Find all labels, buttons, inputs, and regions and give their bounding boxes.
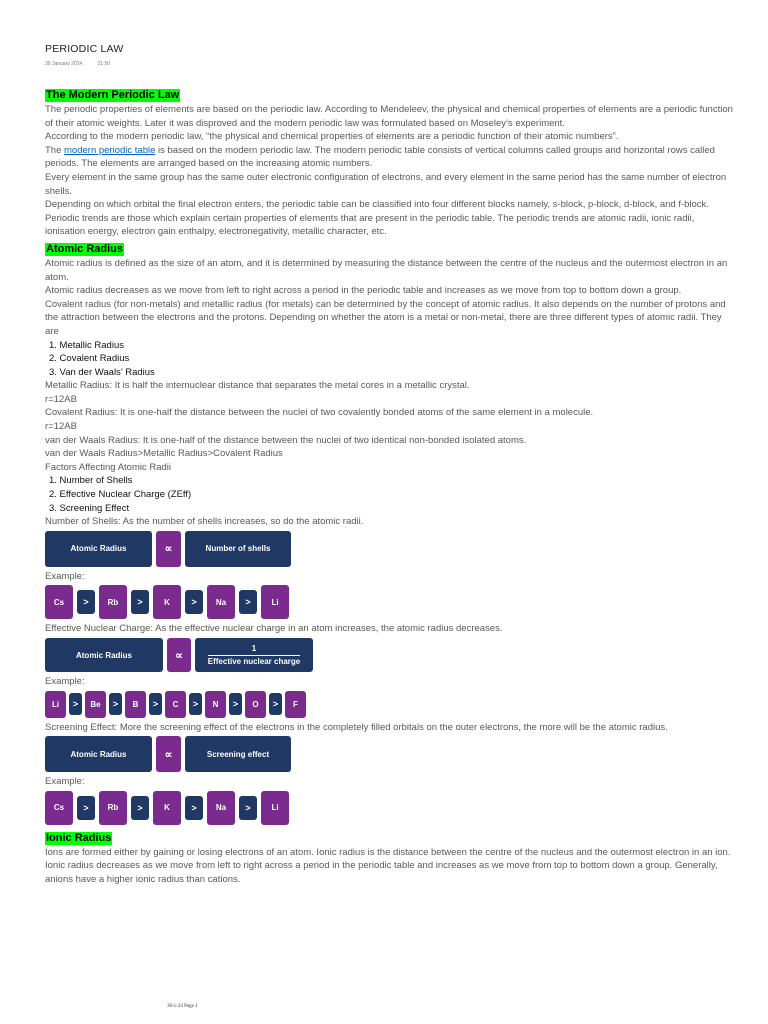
- element-li: Li: [261, 585, 289, 619]
- document-body: [45, 85, 735, 887]
- element-li: Li: [261, 791, 289, 825]
- paragraph: According to the modern periodic law, “the physical and chemical properties of elements are a periodic function of their atomic numbers”.: [45, 131, 619, 143]
- page-meta: [45, 61, 110, 67]
- page-title: PERIODIC LAW: [45, 43, 124, 55]
- element-f: F: [285, 691, 306, 718]
- paragraph: Effective Nuclear Charge: As the effective nuclear charge in an atom increases, the atomic radius decreases.: [45, 623, 503, 635]
- paragraph: Atomic radius decreases as we move from left to right across a period in the periodic table and increases as we move from top to bottom down a group.: [45, 285, 682, 297]
- sequence-1: [45, 585, 735, 619]
- heading-atomic-radius: Atomic Radius: [46, 242, 124, 255]
- formula: r=12AB: [45, 421, 77, 433]
- atomic-radius-box: Atomic Radius: [45, 638, 163, 672]
- list-item: 3. Screening Effect: [49, 502, 130, 514]
- diagram-enc: [45, 638, 735, 672]
- paragraph: van der Waals Radius>Metallic Radius>Covalent Radius: [45, 448, 283, 460]
- page-time: 21:50: [97, 61, 111, 67]
- greater-than: >: [185, 796, 203, 820]
- list-item: 2. Effective Nuclear Charge (ZEff): [49, 489, 192, 501]
- screening-box: Screening effect: [185, 736, 291, 772]
- enc-box: [195, 638, 313, 672]
- example-label: Example:: [45, 776, 85, 788]
- greater-than: >: [109, 693, 122, 715]
- link-prefix: The: [45, 144, 65, 156]
- diagram-screening: [45, 736, 735, 772]
- paragraph: van der Waals Radius: It is one-half of the distance between the nuclei of two identical non-bonded isolated atoms.: [45, 434, 527, 446]
- paragraph: Periodic trends are those which explain certain properties of elements that are present in the periodic table. The periodic trends are atomic radii, ionic radii, ionisation energy, electron gain enthalpy, electronegativity, metallic character, etc.: [45, 212, 695, 238]
- element-rb: Rb: [99, 791, 127, 825]
- paragraph-with-link: [45, 144, 735, 171]
- proportional-symbol: ∝: [156, 531, 181, 567]
- atomic-radius-box: Atomic Radius: [45, 531, 152, 567]
- list-item: 1. Number of Shells: [49, 475, 133, 487]
- paragraph: The periodic properties of elements are based on the periodic law. According to Mendeleev, the physical and chemical properties of elements are a periodic function of their atomic weights. Later it was disproved and the modern periodic law was formulated based on Moseley’s experiment.: [45, 104, 733, 129]
- greater-than: >: [185, 590, 203, 614]
- greater-than: >: [229, 693, 242, 715]
- radius-types-list: [45, 339, 735, 380]
- greater-than: >: [131, 590, 149, 614]
- example-label: Example:: [45, 676, 85, 687]
- greater-than: >: [149, 693, 162, 715]
- paragraph: Screening Effect: More the screening effect of the electrons in the completely filled orbitals on the outer electrons, the more will be the atomic radius.: [45, 721, 668, 733]
- denominator: Effective nuclear charge: [207, 656, 301, 666]
- element-cs: Cs: [45, 791, 73, 825]
- fraction-line: [208, 655, 300, 656]
- paragraph: Atomic radius is defined as the size of an atom, and it is determined by measuring the distance between the centre of the nucleus and the outermost electron in an atom.: [45, 257, 728, 283]
- element-o: O: [245, 691, 266, 718]
- paragraph: Number of Shells: As the number of shells increases, so do the atomic radii.: [45, 516, 364, 528]
- diagram-shells: [45, 531, 735, 567]
- page-footer: 30-1-24 Page 1: [167, 1004, 198, 1009]
- atomic-radius-box: Atomic Radius: [45, 736, 152, 772]
- heading-modern-periodic-law: The Modern Periodic Law: [46, 89, 180, 101]
- paragraph: Ions are formed either by gaining or losing electrons of an atom. Ionic radius is the distance between the centre of the nucleus and the outermost electron in an ion.: [45, 846, 731, 858]
- greater-than: >: [131, 796, 149, 820]
- sequence-2: [45, 691, 735, 718]
- element-cs: Cs: [45, 585, 73, 619]
- greater-than: >: [69, 693, 82, 715]
- paragraph: Covalent Radius: It is one-half the distance between the nuclei of two covalently bonded atoms of the same element in a molecule.: [45, 407, 594, 419]
- list-item: 2. Covalent Radius: [49, 353, 130, 365]
- link-suffix: is based on the modern periodic law. The modern periodic table consists of vertical columns called groups and horizontal rows called periods. The elements are arranged based on the increasing atomic numbers.: [45, 144, 715, 170]
- paragraph: Depending on which orbital the final electron enters, the periodic table can be classified into four different blocks namely, s-block, p-block, d-block, and f-block.: [45, 199, 709, 211]
- paragraph: Ionic radius decreases as we move from left to right across a period in the periodic table and increases as we move from top to bottom down a group. Generally, anions have a higher ionic radius than cations.: [45, 860, 718, 885]
- numerator: 1: [251, 643, 257, 653]
- element-na: Na: [207, 585, 235, 619]
- proportional-symbol: ∝: [156, 736, 181, 772]
- formula: r=12AB: [45, 393, 77, 405]
- paragraph: Covalent radius (for non-metals) and metallic radius (for metals) can be determined by the concept of atomic radius. It also depends on the number of protons and the attraction between the electrons and the protons. Depending on whether the atom is a metal or non-metal, there are three different types of atomic radii. They are: [45, 298, 726, 337]
- element-li: Li: [45, 691, 66, 718]
- paragraph: Factors Affecting Atomic Radii: [45, 461, 172, 473]
- element-n: N: [205, 691, 226, 718]
- element-rb: Rb: [99, 585, 127, 619]
- greater-than: >: [239, 590, 257, 614]
- greater-than: >: [77, 796, 95, 820]
- factors-list: [45, 474, 735, 515]
- paragraph: Every element in the same group has the same outer electronic configuration of electrons, and every element in the same period has the same number of electron shells.: [45, 171, 727, 197]
- page-date: 30 January 2024: [45, 61, 83, 67]
- list-item: 3. Van der Waals’ Radius: [49, 366, 155, 378]
- element-b: B: [125, 691, 146, 718]
- element-be: Be: [85, 691, 106, 718]
- paragraph: Metallic Radius: It is half the internuclear distance that separates the metal cores in a metallic crystal.: [45, 380, 470, 392]
- heading-ionic-radius: Ionic Radius: [46, 831, 112, 844]
- element-na: Na: [207, 791, 235, 825]
- greater-than: >: [77, 590, 95, 614]
- shells-box: Number of shells: [185, 531, 291, 567]
- greater-than: >: [189, 693, 202, 715]
- element-c: C: [165, 691, 186, 718]
- fraction: [208, 644, 300, 667]
- greater-than: >: [239, 796, 257, 820]
- example-label: Example:: [45, 570, 85, 582]
- sequence-3: [45, 791, 735, 825]
- element-k: K: [153, 585, 181, 619]
- proportional-symbol: ∝: [167, 638, 191, 672]
- greater-than: >: [269, 693, 282, 715]
- element-k: K: [153, 791, 181, 825]
- modern-periodic-table-link[interactable]: modern periodic table: [64, 144, 156, 156]
- list-item: 1. Metallic Radius: [49, 339, 124, 351]
